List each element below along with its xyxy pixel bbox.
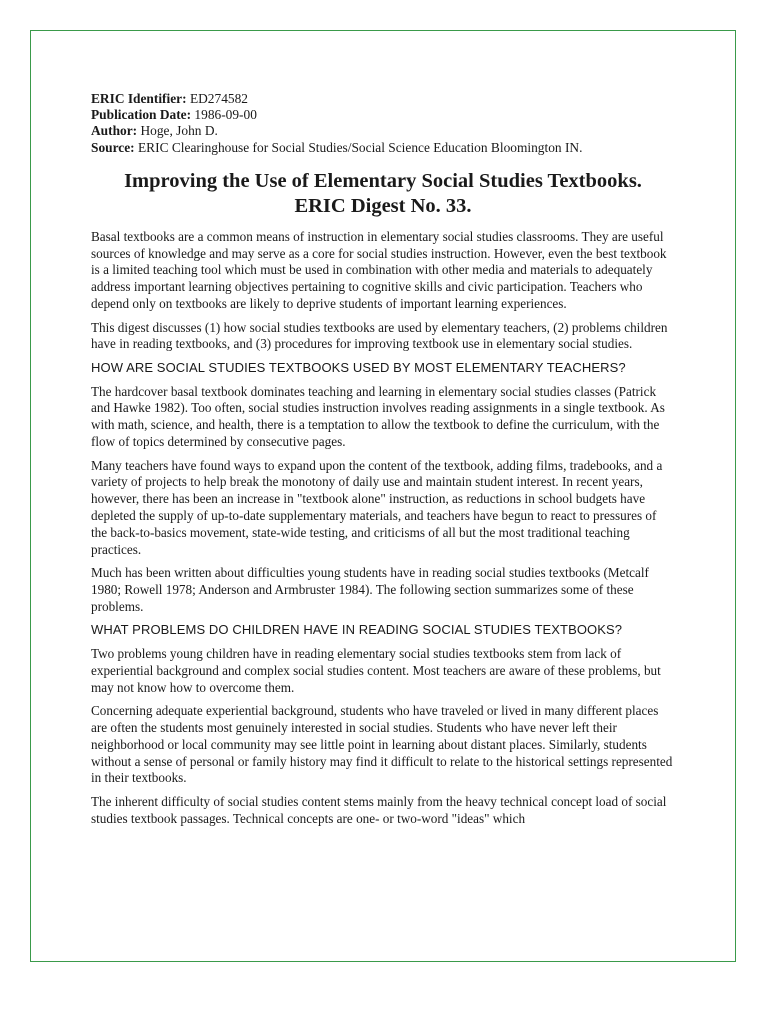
source-value: ERIC Clearinghouse for Social Studies/Social Science Education Bloomington IN. [138, 139, 583, 155]
document-metadata [91, 91, 675, 156]
publication-date-label: Publication Date: [91, 107, 192, 123]
document-title [77, 169, 689, 219]
author-label: Author: [91, 123, 138, 139]
identifier-row [91, 91, 675, 107]
document-title-line-1: Improving the Use of Elementary Social Studies Textbooks. [124, 169, 642, 192]
paragraph-experiential-background: Concerning adequate experiential background, students who have traveled or lived in many different places are often the students most genuinely interested in social studies. Students who have never left their neighborhood or local community may see little point in learning about distant places. Similarly, students without a sense of personal or family history may find it difficult to relate to the historical settings represented in their textbooks. [91, 703, 673, 786]
source-row [91, 140, 675, 156]
paragraph-two-problems: Two problems young children have in reading elementary social studies textbooks stem from lack of experiential background and complex social studies content. Most teachers are aware of these problems, but may not know how to overcome them. [91, 645, 661, 695]
source-label: Source: [91, 139, 135, 155]
publication-date-row [91, 107, 675, 123]
section-heading-textbook-use: HOW ARE SOCIAL STUDIES TEXTBOOKS USED BY MOST ELEMENTARY TEACHERS? [91, 359, 626, 375]
paragraph-reading-difficulties: Much has been written about difficulties young students have in reading social studies textbooks (Metcalf 1980; Rowell 1978; Anderson and Armbruster 1984). The following section summarizes some of these problems. [91, 565, 649, 614]
author-value: Hoge, John D. [140, 123, 218, 139]
paragraph-digest-overview: This digest discusses (1) how social studies textbooks are used by elementary teachers, (2) problems children have in reading textbooks, and (3) procedures for improving textbook use in elementary social studies. [91, 319, 668, 352]
paragraph-intro: Basal textbooks are a common means of instruction in elementary social studies classrooms. They are useful sources of knowledge and may serve as a core for social studies instruction. However, even the best textbook is a limited teaching tool which must be used in combination with other media and materials to adequately address important learning objectives pertaining to cognitive skills and civic participation. Teachers who depend only on textbooks are likely to deprive students of important learning experiences. [91, 228, 667, 311]
paragraph-basal-textbook: The hardcover basal textbook dominates teaching and learning in elementary social studies classes (Patrick and Hawke 1982). Too often, social studies instruction involves reading assignments in a single textbook. As with math, science, and health, there is a temptation to allow the textbook to define the curriculum, with the flow of topics determined by consecutive pages. [91, 383, 665, 449]
identifier-value: ED274582 [189, 91, 248, 106]
publication-date-value: 1986-09-00 [194, 107, 257, 123]
identifier-label: ERIC Identifier: [91, 91, 187, 106]
author-row [91, 123, 675, 139]
document-content [91, 91, 675, 834]
document-title-line-2: ERIC Digest No. 33. [294, 194, 472, 217]
paragraph-expanding-content: Many teachers have found ways to expand upon the content of the textbook, adding films, tradebooks, and a variety of projects to help break the monotony of daily use and maintain student interest. In recent years, however, there has been an increase in "textbook alone" instruction, as reductions in school budgets have depleted the supply of up-to-date supplementary materials, and teachers have begun to react to pressures of the back-to-basics movement, state-wide testing, and criticisms of all but the most traditional teaching practices. [91, 457, 663, 557]
section-heading-reading-problems: WHAT PROBLEMS DO CHILDREN HAVE IN READING SOCIAL STUDIES TEXTBOOKS? [91, 622, 623, 638]
paragraph-content-difficulty: The inherent difficulty of social studies content stems mainly from the heavy technical concept load of social studies textbook passages. Technical concepts are one- or two-word "ideas" which [91, 793, 667, 826]
